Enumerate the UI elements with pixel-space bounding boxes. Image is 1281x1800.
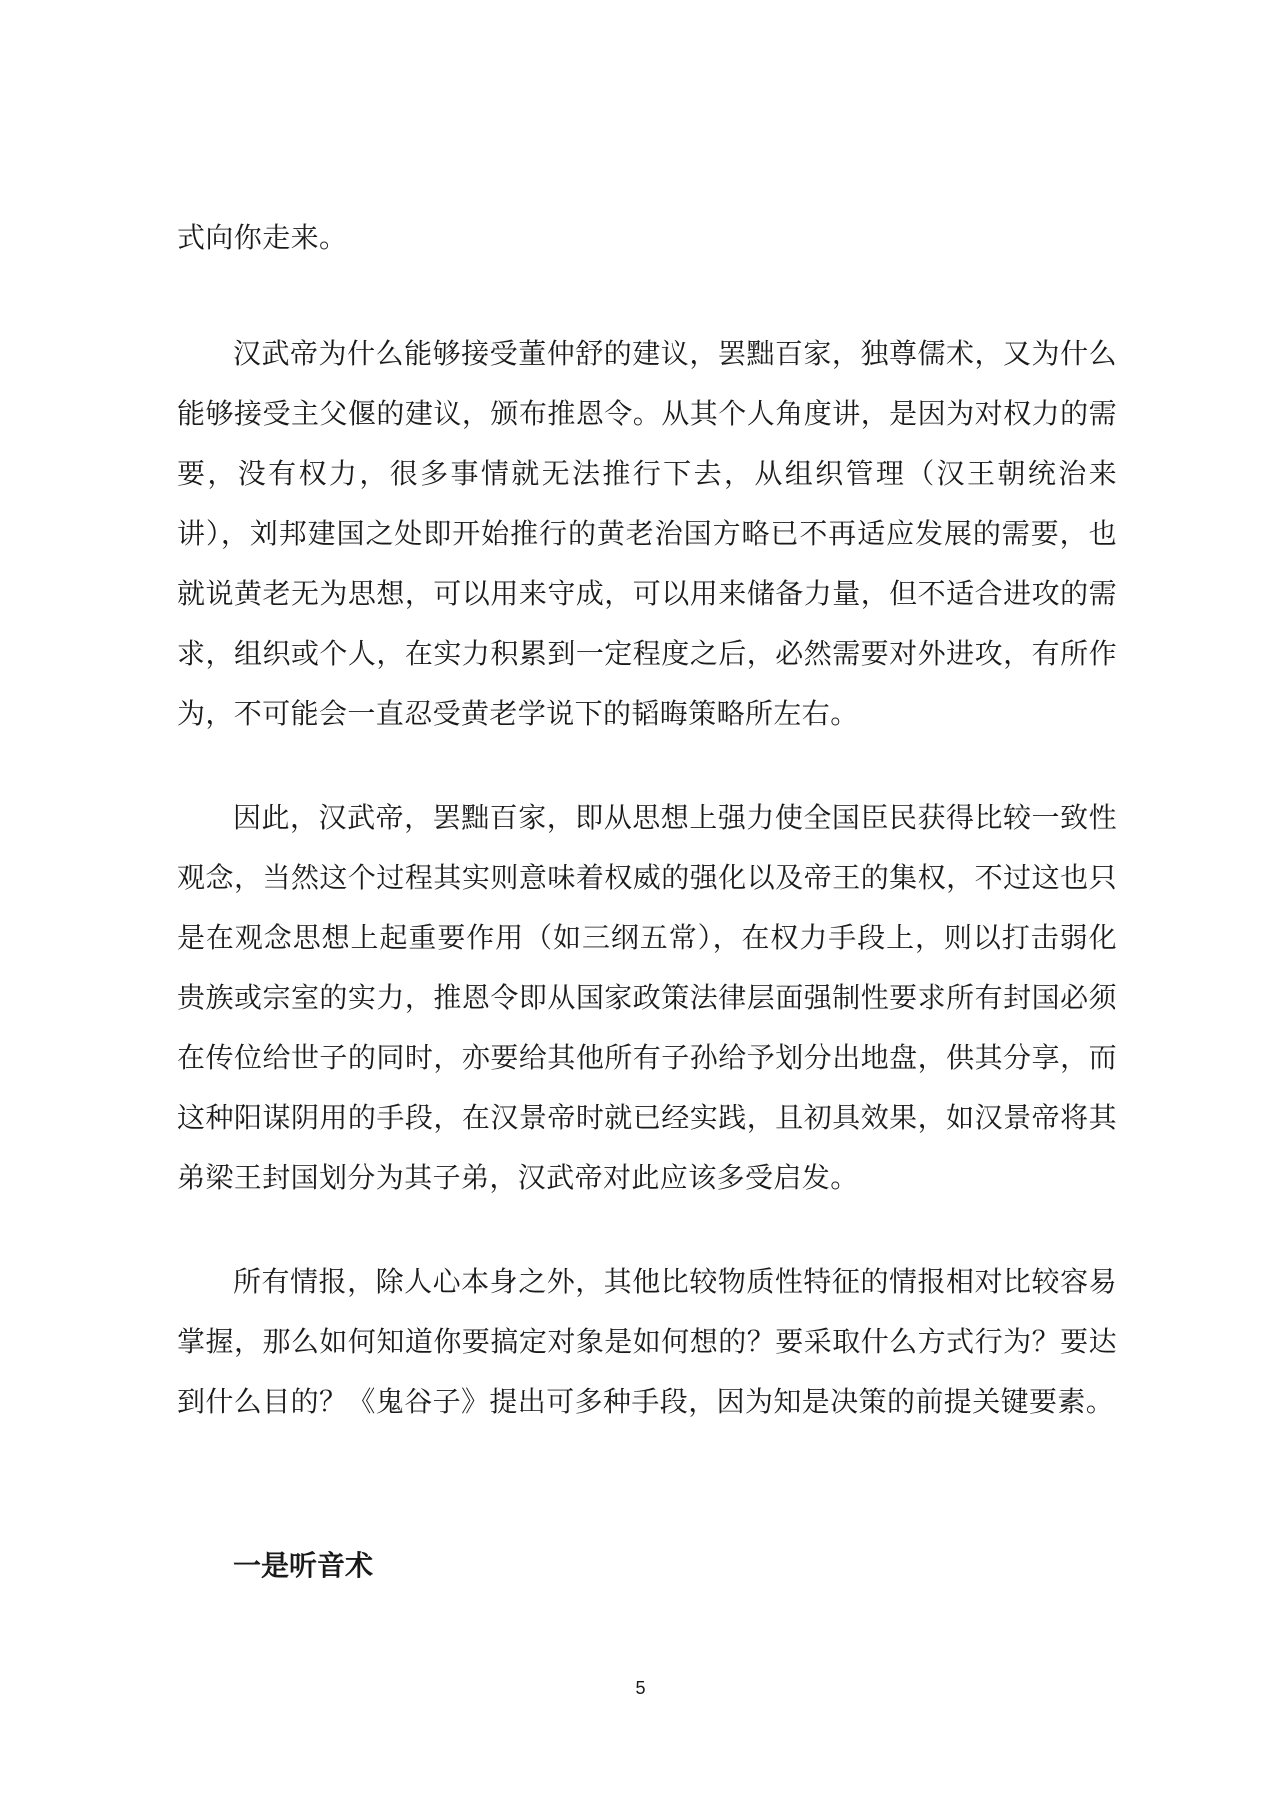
paragraph-intelligence: 所有情报，除人心本身之外，其他比较物质性特征的情报相对比较容易掌握，那么如何知道你要搞定对象是如何想的？要采取什么方式行为？要达到什么目的？《鬼谷子》提出可多种手段，因为知是决策的前提关键要素。 bbox=[177, 1265, 1117, 1418]
paragraph-continuation: 式向你走来。 bbox=[177, 221, 348, 254]
paragraph-centralization: 因此，汉武帝，罢黜百家，即从思想上强力使全国臣民获得比较一致性观念，当然这个过程其实则意味着权威的强化以及帝王的集权，不过这也只是在观念思想上起重要作用（如三纲五常），在权力手段上，则以打击弱化贵族或宗室的实力，推恩令即从国家政策法律层面强制性要求所有封国必须在传位给世子的同时，亦要给其他所有子孙给予划分出地盘，供其分享，而这种阳谋阴用的手段，在汉景帝时就已经实践，且初具效果，如汉景帝将其弟梁王封国划分为其子弟，汉武帝对此应该多受启发。 bbox=[177, 801, 1117, 1194]
page-number: 5 bbox=[635, 1678, 646, 1698]
paragraph-emperor-wu-policy: 汉武帝为什么能够接受董仲舒的建议，罢黜百家，独尊儒术，又为什么能够接受主父偃的建议，颁布推恩令。从其个人角度讲，是因为对权力的需要，没有权力，很多事情就无法推行下去，从组织管理（汉王朝统治来讲），刘邦建国之处即开始推行的黄老治国方略已不再适应发展的需要，也就说黄老无为思想，可以用来守成，可以用来储备力量，但不适合进攻的需求，组织或个人，在实力积累到一定程度之后，必然需要对外进攻，有所作为，不可能会一直忍受黄老学说下的韬晦策略所左右。 bbox=[177, 337, 1117, 730]
section-heading: 一是听音术 bbox=[233, 1549, 374, 1582]
